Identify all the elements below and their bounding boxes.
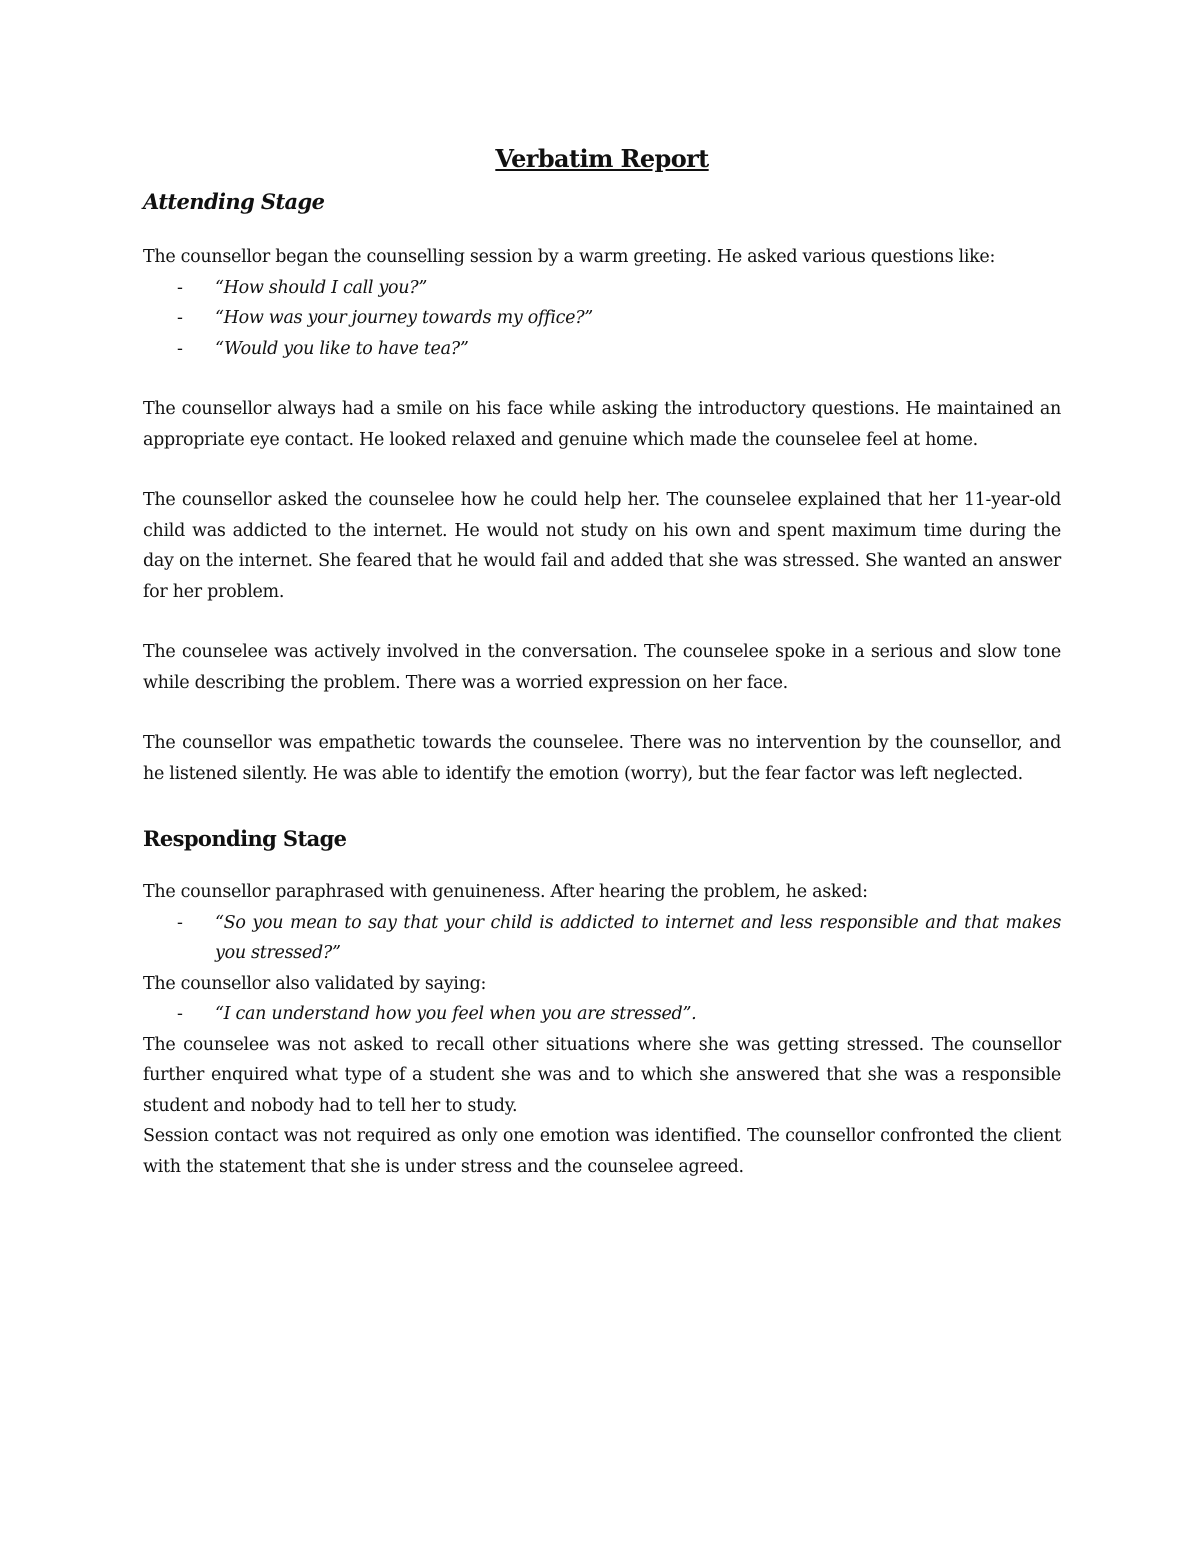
attending-paragraph-4: The counsellor was empathetic towards the counselee. There was no intervention by the counsellor, and he listened silently. He was able to identify the emotion (worry), but the fear factor was left neglected. — [143, 733, 1061, 784]
dash-bullet: - — [177, 1004, 183, 1024]
validate-intro: The counsellor also validated by saying: — [143, 973, 487, 994]
list-item — [143, 334, 1061, 365]
dash-bullet: - — [177, 912, 183, 933]
responding-paragraph-1: The counselee was not asked to recall other situations where she was getting stressed. The counsellor further enquired what type of a student she was and to which she answered that she was a responsible student and nobody had to tell her to study. — [143, 1034, 1061, 1116]
question-text: “Would you like to have tea?” — [215, 338, 469, 359]
responding-stage-heading: Responding Stage — [143, 826, 347, 851]
dash-bullet: - — [177, 277, 183, 298]
attending-paragraph-3: The counselee was actively involved in the conversation. The counselee spoke in a serious and slow tone while describing the problem. There was a worried expression on her face. — [143, 642, 1061, 693]
quote-text: “I can understand how you feel when you are stressed”. — [215, 1004, 697, 1024]
responding-quote-list-1 — [143, 908, 1061, 969]
responding-paragraph-2: Session contact was not required as only one emotion was identified. The counsellor confronted the client with the statement that she is under stress and the counselee agreed. — [143, 1126, 1061, 1177]
quote-text: “So you mean to say that your child is addicted to internet and less responsible and that makes you stressed?” — [215, 912, 1061, 963]
responding-intro: The counsellor paraphrased with genuineness. After hearing the problem, he asked: — [143, 882, 868, 902]
document-page — [143, 140, 1061, 1182]
attending-paragraph-2: The counsellor asked the counselee how he could help her. The counselee explained that her 11-year-old child was addicted to the internet. He would not study on his own and spent maximum time during the day on the internet. She feared that he would fail and added that she was stressed. She wanted an answer for her problem. — [143, 490, 1061, 602]
list-item — [143, 303, 1061, 334]
question-text: “How should I call you?” — [215, 277, 427, 298]
question-text: “How was your journey towards my office?” — [215, 308, 593, 328]
responding-quote-list-2 — [143, 999, 1061, 1030]
attending-question-list — [143, 273, 1061, 365]
list-item — [143, 273, 1061, 304]
attending-intro: The counsellor began the counselling session by a warm greeting. He asked various questions like: — [143, 247, 996, 267]
document-title: Verbatim Report — [495, 144, 709, 173]
dash-bullet: - — [177, 338, 183, 359]
dash-bullet: - — [177, 308, 183, 328]
list-item — [143, 908, 1061, 969]
list-item — [143, 999, 1061, 1030]
attending-paragraph-1: The counsellor always had a smile on his face while asking the introductory questions. He maintained an appropriate eye contact. He looked relaxed and genuine which made the counselee feel at home. — [143, 399, 1061, 450]
attending-stage-heading: Attending Stage — [143, 189, 325, 214]
